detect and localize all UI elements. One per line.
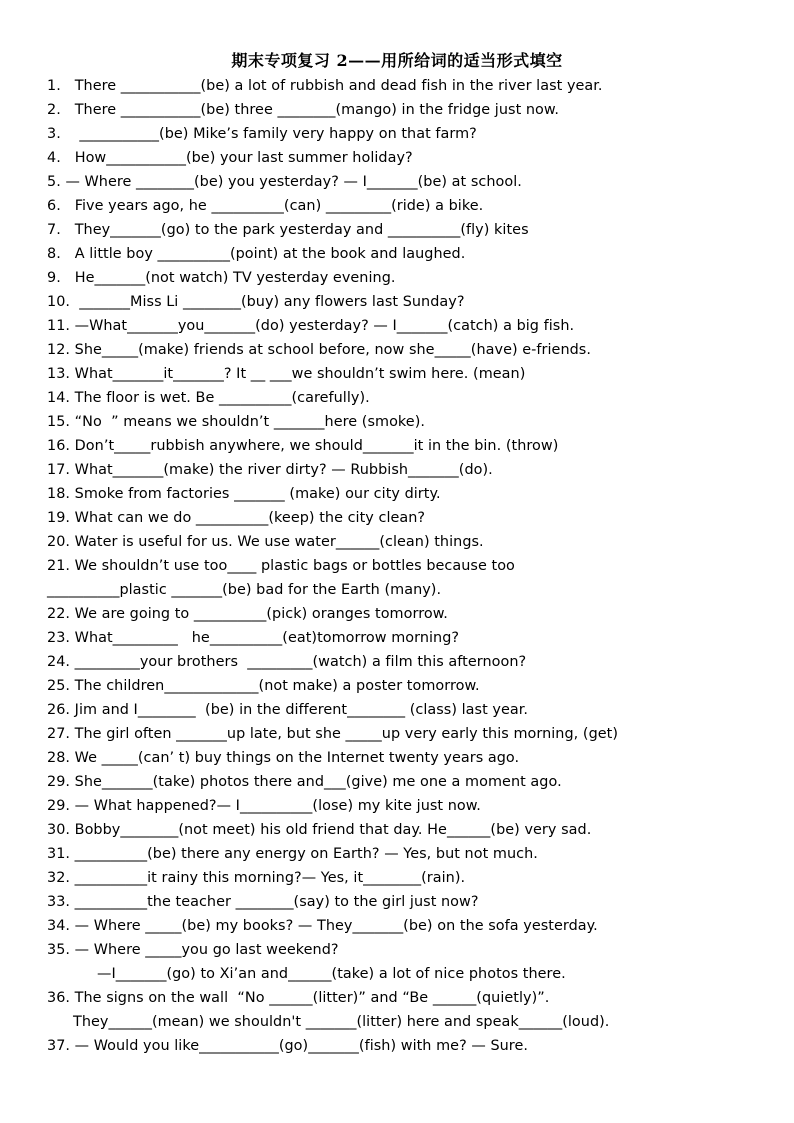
exercise-line: 16. Don’t_____rubbish anywhere, we should_______it in the bin. (throw) <box>47 438 559 454</box>
exercise-line: 21. We shouldn’t use too____ plastic bags or bottles because too <box>47 558 515 574</box>
exercise-line: 23. What_________ he__________(eat)tomorrow morning? <box>47 630 460 646</box>
exercise-line: 20. Water is useful for us. We use water______(clean) things. <box>47 534 484 550</box>
exercise-line: They______(mean) we shouldn't _______(litter) here and speak______(loud). <box>73 1014 610 1030</box>
exercise-line: 28. We _____(can’ t) buy things on the Internet twenty years ago. <box>47 750 520 766</box>
exercise-line: 11. —What_______you_______(do) yesterday? — I_______(catch) a big fish. <box>47 318 575 334</box>
exercise-line: 32. __________it rainy this morning?— Yes, it________(rain). <box>47 870 466 886</box>
exercise-line: 5. — Where ________(be) you yesterday? — I_______(be) at school. <box>47 174 522 190</box>
exercise-line: —I_______(go) to Xi’an and______(take) a lot of nice photos there. <box>97 966 566 982</box>
exercise-line: 25. The children_____________(not make) a poster tomorrow. <box>47 678 480 694</box>
worksheet-title: 期末专项复习 2——用所给词的适当形式填空 <box>231 51 563 70</box>
exercise-line: 10. _______Miss Li ________(buy) any flowers last Sunday? <box>47 294 465 310</box>
exercise-line: __________plastic _______(be) bad for the Earth (many). <box>47 582 442 598</box>
exercise-line: 18. Smoke from factories _______ (make) our city dirty. <box>47 486 441 502</box>
exercise-line: 2. There ___________(be) three ________(mango) in the fridge just now. <box>47 102 560 118</box>
exercise-line: 29. She_______(take) photos there and___(give) me one a moment ago. <box>47 774 562 790</box>
exercise-line: 1. There ___________(be) a lot of rubbish and dead fish in the river last year. <box>47 78 603 94</box>
exercise-line: 31. __________(be) there any energy on Earth? — Yes, but not much. <box>47 846 538 862</box>
exercise-line: 14. The floor is wet. Be __________(carefully). <box>47 390 370 406</box>
exercise-line: 12. She_____(make) friends at school before, now she_____(have) e-friends. <box>47 342 591 358</box>
exercise-line: 13. What_______it_______? It __ ___we shouldn’t swim here. (mean) <box>47 366 526 382</box>
exercise-line: 36. The signs on the wall “No ______(litter)” and “Be ______(quietly)”. <box>47 990 550 1006</box>
exercise-line: 4. How___________(be) your last summer holiday? <box>47 150 413 166</box>
exercise-line: 24. _________your brothers _________(watch) a film this afternoon? <box>47 654 527 670</box>
exercise-line: 22. We are going to __________(pick) oranges tomorrow. <box>47 606 448 622</box>
exercise-line: 37. — Would you like___________(go)_______(fish) with me? — Sure. <box>47 1038 528 1054</box>
exercise-line: 9. He_______(not watch) TV yesterday evening. <box>47 270 396 286</box>
exercise-line: 3. ___________(be) Mike’s family very happy on that farm? <box>47 126 477 142</box>
exercise-line: 19. What can we do __________(keep) the city clean? <box>47 510 426 526</box>
exercise-line: 33. __________the teacher ________(say) to the girl just now? <box>47 894 479 910</box>
exercise-line: 27. The girl often _______up late, but she _____up very early this morning, (get) <box>47 726 619 742</box>
exercise-line: 29. — What happened?— I__________(lose) my kite just now. <box>47 798 481 814</box>
exercise-line: 35. — Where _____you go last weekend? <box>47 942 339 958</box>
exercise-line: 34. — Where _____(be) my books? — They_______(be) on the sofa yesterday. <box>47 918 598 934</box>
exercise-line: 6. Five years ago, he __________(can) _________(ride) a bike. <box>47 198 484 214</box>
exercise-line: 17. What_______(make) the river dirty? — Rubbish_______(do). <box>47 462 493 478</box>
exercise-line: 15. “No ” means we shouldn’t _______here (smoke). <box>47 414 425 430</box>
exercise-line: 26. Jim and I________ (be) in the different________ (class) last year. <box>47 702 529 718</box>
exercise-line: 8. A little boy __________(point) at the book and laughed. <box>47 246 466 262</box>
exercise-line: 7. They_______(go) to the park yesterday and __________(fly) kites <box>47 222 529 238</box>
exercise-line: 30. Bobby________(not meet) his old friend that day. He______(be) very sad. <box>47 822 592 838</box>
